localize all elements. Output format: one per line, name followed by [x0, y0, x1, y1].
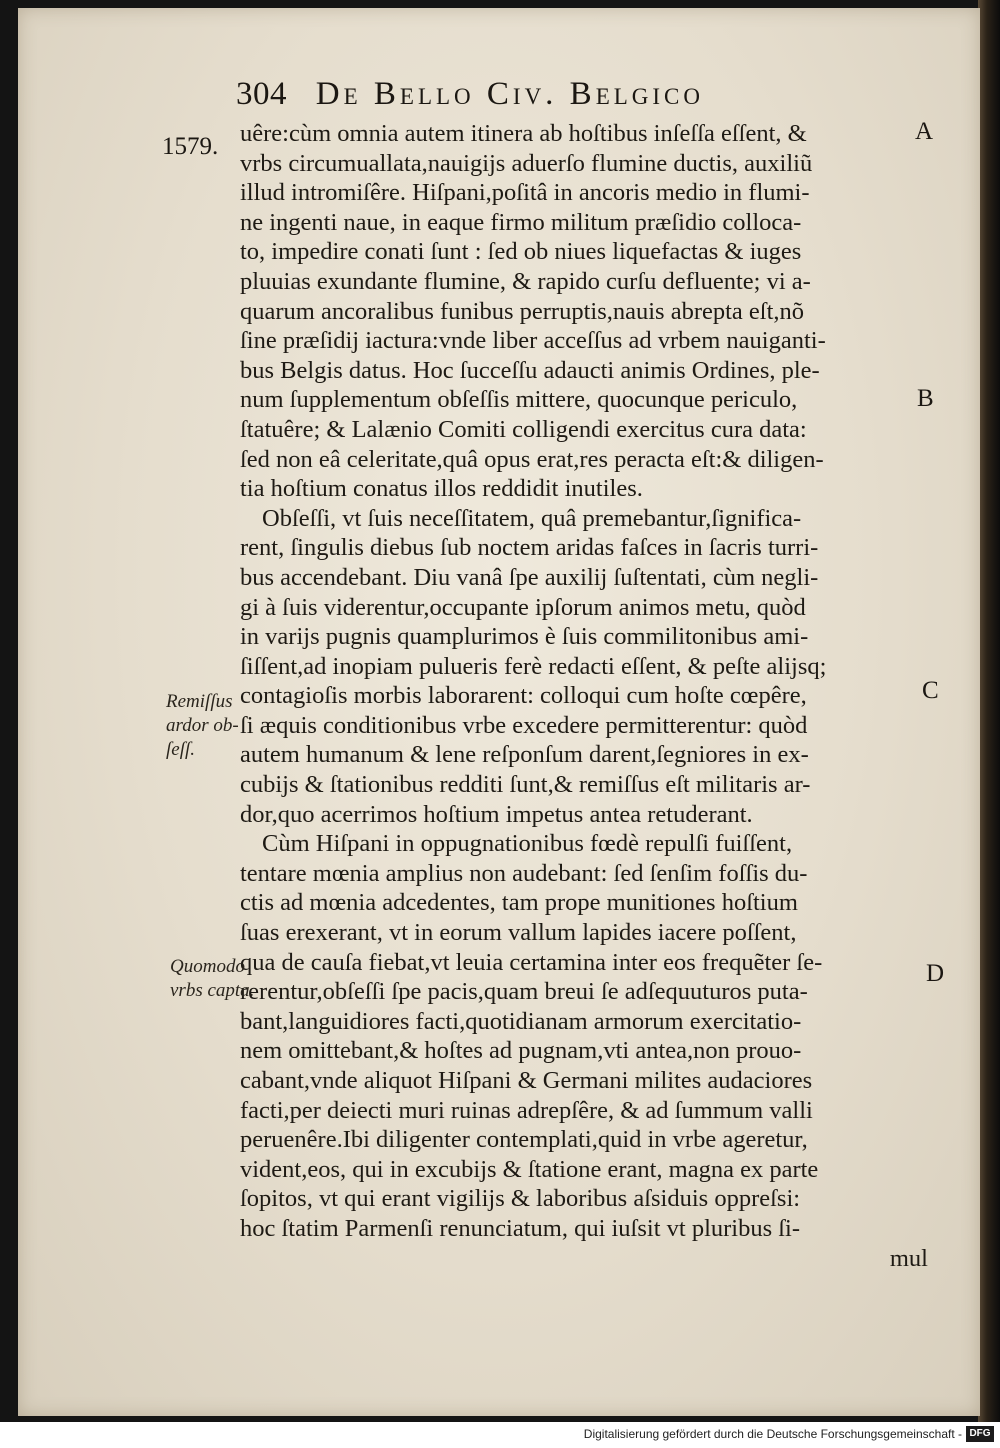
dfg-logo: DFG: [966, 1426, 994, 1442]
text-line: ſi æquis conditionibus vrbe excedere permitterentur: quòd: [240, 711, 808, 739]
margin-note-quomodo: [170, 955, 254, 1003]
text-line: num ſupplementum obſeſſis mittere, quocunque periculo,: [240, 386, 798, 414]
text-line: ne ingenti naue, in eaque firmo militum præſidio colloca-: [240, 208, 802, 236]
section-letter-b: B: [917, 385, 934, 412]
text-line: qua de cauſa fiebat,vt leuia certamina inter eos frequẽter ſe-: [240, 948, 823, 976]
text-line: to, impedire conati ſunt : ſed ob niues liquefactas & iuges: [240, 238, 802, 266]
text-line: hoc ſtatim Parmenſi renunciatum, qui iuſsit vt pluribus ſi-: [240, 1214, 801, 1242]
text-line: rent, ſingulis diebus ſub noctem aridas faſces in ſacris turri-: [240, 534, 819, 562]
margin-note-line: vrbs capta.: [170, 980, 255, 1001]
book-binding-edge: [978, 0, 1000, 1422]
text-line: tentare mœnia amplius non audebant: ſed ſenſim foſſis du-: [240, 859, 808, 887]
text-line: vident,eos, qui in excubijs & ſtatione erant, magna ex parte: [240, 1155, 819, 1183]
text-line: cabant,vnde aliquot Hiſpani & Germani milites audaciores: [240, 1067, 813, 1094]
margin-note-remissus: [166, 690, 239, 762]
text-line: uêre:cùm omnia autem itinera ab hoſtibus inſeſſa eſſent, &: [240, 120, 807, 147]
text-line: ſuas erexerant, vt in eorum vallum lapides iacere poſſent,: [240, 919, 797, 947]
text-line: ſiſſent,ad inopiam pulueris ferè redacti eſſent, & peſte alijsq;: [240, 652, 827, 680]
text-line: ctis ad mœnia adcedentes, tam prope munitiones hoſtium: [240, 889, 798, 917]
text-line: mul: [889, 1244, 928, 1272]
running-head: [236, 76, 704, 113]
margin-note-line: ardor ob-: [166, 715, 239, 736]
text-line: bant,languidiores facti,quotidianam armorum exercitatio-: [240, 1007, 802, 1035]
margin-note-line: Quomodo: [170, 956, 245, 977]
margin-note-line: ſeſſ.: [166, 739, 196, 760]
text-line: dor,quo acerrimos hoſtium impetus antea retuderant.: [240, 800, 753, 828]
text-line: contagioſis morbis laborarent: colloqui cum hoſte cœpêre,: [240, 682, 807, 710]
text-line: ſed non eâ celeritate,quâ opus erat,res peracta eſt:& diligen-: [240, 445, 824, 473]
text-line: Obſeſſi, vt ſuis neceſſitatem, quâ premebantur,ſignifica-: [262, 504, 802, 532]
text-line: nem omittebant,& hoſtes ad pugnam,vti antea,non prouo-: [240, 1037, 802, 1065]
text-line: facti,per deiecti muri ruinas adrepſêre, & ad ſummum valli: [240, 1096, 813, 1124]
text-line: rerentur,obſeſſi ſpe pacis,quam breui ſe adſequuturos puta-: [240, 978, 808, 1006]
text-line: gi à ſuis viderentur,occupante ipſorum animos metu, quòd: [240, 593, 806, 621]
footer-credit: Digitalisierung gefördert durch die Deutsche Forschungsgemeinschaft -: [583, 1427, 962, 1441]
footer-bar: [0, 1422, 1000, 1448]
text-line: pluuias exundante flumine, & rapido curſu defluente; vi a-: [240, 267, 811, 295]
text-line: vrbs circumuallata,nauigijs aduerſo flumine ductis, auxiliũ: [240, 149, 813, 177]
text-line: cubijs & ſtationibus redditi ſunt,& remiſſus eſt militaris ar-: [240, 771, 811, 799]
page-number: 304: [236, 76, 287, 112]
text-line: illud intromiſêre. Hiſpani,poſitâ in ancoris medio in flumi-: [240, 179, 810, 207]
text-line: tia hoſtium conatus illos reddidit inutiles.: [240, 475, 643, 503]
section-letter-c: C: [922, 677, 939, 704]
section-letter-d: D: [926, 960, 945, 987]
text-line: ſine præſidij iactura:vnde liber acceſſus ad vrbem nauiganti-: [240, 327, 826, 355]
text-line: quarum ancoralibus funibus perruptis,nauis abrepta eſt,nõ: [240, 297, 805, 325]
text-line: autem humanum & lene reſponſum darent,ſegniores in ex-: [240, 741, 809, 769]
margin-note-line: Remiſſus: [166, 691, 233, 712]
body-text: [240, 119, 940, 1273]
text-line: bus accendebant. Diu vanâ ſpe auxilij ſuſtentati, cùm negli-: [240, 563, 819, 591]
text-line: ſtatuêre; & Lalænio Comiti colligendi exercitus cura data:: [240, 415, 807, 443]
section-letter-a: A: [915, 118, 934, 145]
text-line: Cùm Hiſpani in oppugnationibus fœdè repulſi fuiſſent,: [262, 830, 793, 858]
running-title: De Bello Civ. Belgico: [315, 76, 705, 112]
margin-year: 1579.: [162, 133, 219, 160]
text-line: bus Belgis datus. Hoc ſucceſſu adaucti animis Ordines, ple-: [240, 356, 820, 384]
text-line: peruenêre.Ibi diligenter contemplati,quid in vrbe ageretur,: [240, 1126, 808, 1154]
text-line: in varijs pugnis quamplurimos è ſuis commilitonibus ami-: [240, 623, 809, 651]
text-line: ſopitos, vt qui erant vigilijs & laboribus aſsiduis oppreſsi:: [240, 1185, 801, 1213]
